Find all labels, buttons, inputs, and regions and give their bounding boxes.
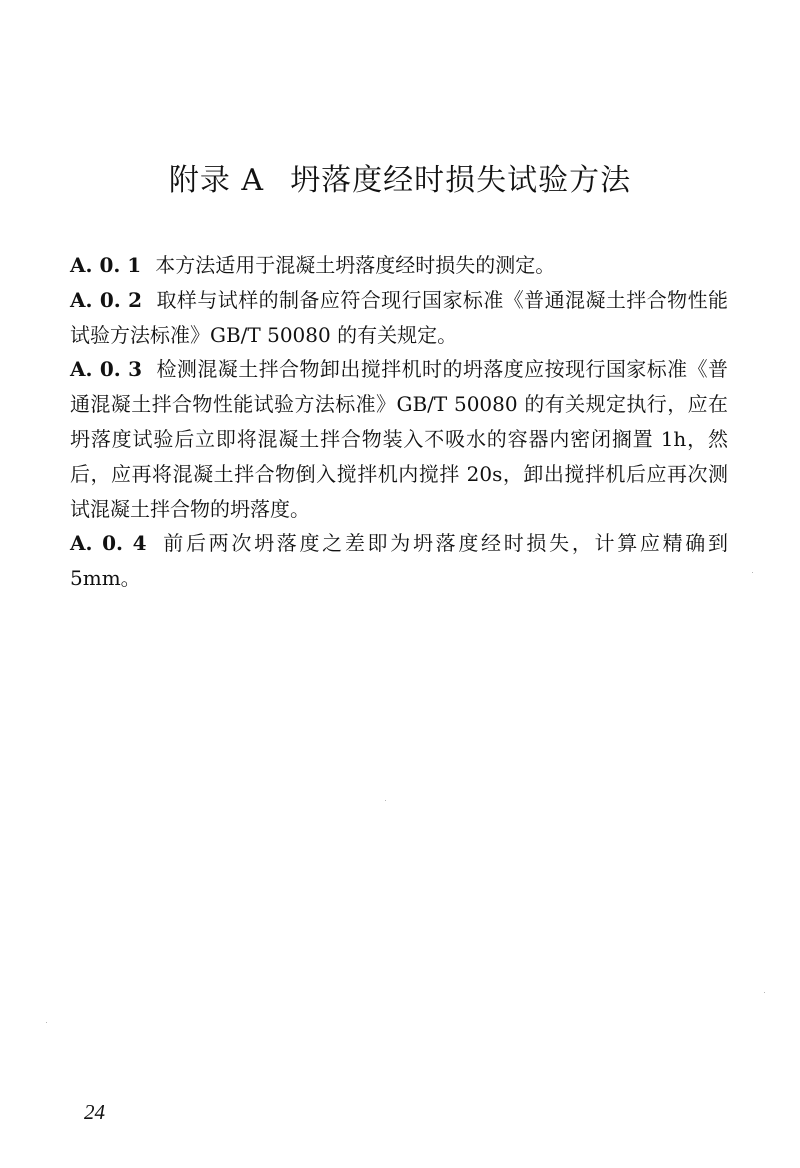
scan-speck — [764, 992, 765, 993]
scan-speck — [385, 800, 386, 801]
clause-number: A. 0. 2 — [70, 287, 143, 312]
clause-text: 本方法适用于混凝土坍落度经时损失的测定。 — [155, 253, 556, 277]
clause-number: A. 0. 4 — [70, 531, 147, 556]
appendix-title-text: 坍落度经时损失试验方法 — [290, 163, 632, 198]
clause-number: A. 0. 1 — [70, 253, 142, 277]
appendix-body — [70, 248, 728, 596]
clause-text: 前后两次坍落度之差即为坍落度经时损失，计算应精确到 5mm。 — [70, 531, 728, 591]
clause-a-0-1 — [70, 248, 728, 283]
clause-a-0-3 — [70, 352, 728, 526]
clause-number: A. 0. 3 — [70, 357, 143, 382]
clause-a-0-4 — [70, 526, 728, 596]
appendix-title — [0, 158, 800, 204]
scan-speck — [46, 1022, 47, 1023]
page-number: 24 — [84, 1100, 105, 1124]
clause-a-0-2 — [70, 283, 728, 353]
clause-text: 检测混凝土拌合物卸出搅拌机时的坍落度应按现行国家标准《普通混凝土拌合物性能试验方法标准》GB/T 50080 的有关规定执行，应在坍落度试验后立即将混凝土拌合物装入不吸水的容器内密闭搁置 1h，然后，应再将混凝土拌合物倒入搅拌机内搅拌 20s，卸出搅拌机后应再次测试混凝土拌合物的坍落度。 — [70, 357, 729, 521]
scan-speck — [752, 572, 753, 573]
clause-text: 取样与试样的制备应符合现行国家标准《普通混凝土拌合物性能试验方法标准》GB/T 50080 的有关规定。 — [70, 287, 729, 347]
appendix-label: 附录 A — [168, 163, 265, 198]
